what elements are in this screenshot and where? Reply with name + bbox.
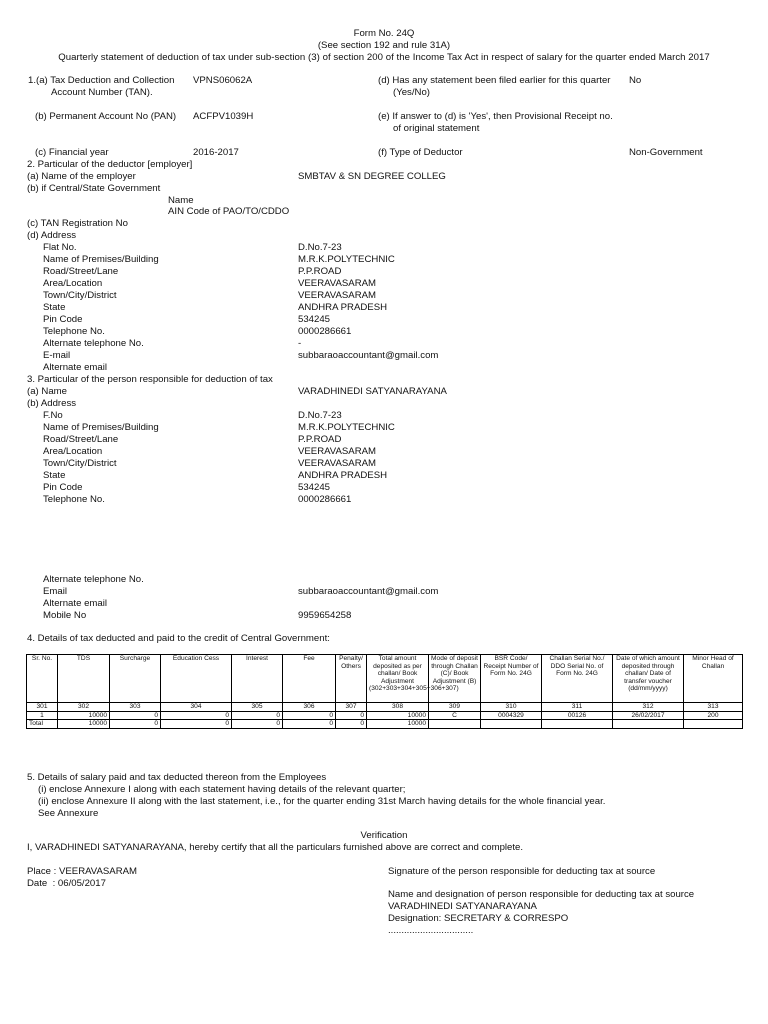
- signature-label: Signature of the person responsible for deducting tax at source: [388, 866, 656, 877]
- field-value: D.No.7-23: [298, 242, 342, 253]
- field-label: Alternate telephone No.: [43, 338, 144, 349]
- govt-label: (b) if Central/State Government: [27, 183, 161, 194]
- ain-code-label: AIN Code of PAO/TO/CDDO: [168, 206, 290, 217]
- field-value: -: [298, 338, 302, 349]
- verification-title: Verification: [360, 830, 408, 841]
- field-label: Area/Location: [43, 446, 103, 457]
- column-number: 302: [58, 703, 110, 712]
- column-number: 309: [429, 703, 481, 712]
- field-value: 0000286661: [298, 326, 352, 337]
- column-number: 307: [336, 703, 367, 712]
- column-header: Fee: [283, 655, 336, 703]
- column-header: Mode of deposit through Challan (C)/ Book Adjustment (B): [429, 655, 481, 703]
- table-cell: 0: [336, 711, 367, 720]
- table-header-row: [27, 655, 743, 703]
- column-header: Interest: [232, 655, 283, 703]
- field-value: 9959654258: [298, 610, 352, 621]
- place: Place : VEERAVASARAM: [27, 866, 138, 877]
- table-cell: [481, 720, 542, 729]
- table-cell: 0: [283, 711, 336, 720]
- column-number-row: [27, 703, 743, 712]
- column-number: 301: [27, 703, 58, 712]
- date: Date : 06/05/2017: [27, 878, 106, 889]
- table-cell: 0004329: [481, 711, 542, 720]
- field-label: Alternate email: [43, 598, 107, 609]
- field-value: VEERAVASARAM: [298, 446, 377, 457]
- field-label: Mobile No: [43, 610, 87, 621]
- field-label: Email: [43, 586, 67, 597]
- field-label: Road/Street/Lane: [43, 266, 119, 277]
- field-value: M.R.K.POLYTECHNIC: [298, 422, 395, 433]
- deductor-heading: 2. Particular of the deductor [employer]: [27, 159, 193, 170]
- column-number: 308: [367, 703, 429, 712]
- column-header: Education Cess: [161, 655, 232, 703]
- responsible-address-label: (b) Address: [27, 398, 77, 409]
- field-label: State: [43, 470, 66, 481]
- table-cell: Total: [27, 720, 58, 729]
- salary-details-heading: 5. Details of salary paid and tax deducted thereon from the Employees: [27, 772, 327, 783]
- field-label: Alternate email: [43, 362, 107, 373]
- statement-title: Quarterly statement of deduction of tax under sub-section (3) of section 200 of the Income Tax Act in respect of salary for the quarter ended March 2017: [58, 52, 710, 63]
- tan-label: 1.(a) Tax Deduction and Collection: [28, 75, 175, 86]
- column-header: TDS: [58, 655, 110, 703]
- table-cell: 0: [161, 711, 232, 720]
- column-header: Total amount deposited as per challan/ Book Adjustment (302+303+304+305+306+307): [367, 655, 429, 703]
- field-value: 534245: [298, 314, 331, 325]
- table-cell: 0: [232, 711, 283, 720]
- verification-statement: I, VARADHINEDI SATYANARAYANA, hereby certify that all the particulars furnished above are correct and complete.: [27, 842, 524, 853]
- field-value: ANDHRA PRADESH: [298, 302, 388, 313]
- field-value: subbaraoaccountant@gmail.com: [298, 350, 439, 361]
- table-cell: C: [429, 711, 481, 720]
- field-value: VEERAVASARAM: [298, 278, 377, 289]
- field-label: Pin Code: [43, 482, 83, 493]
- field-value: D.No.7-23: [298, 410, 342, 421]
- table-cell: [542, 720, 613, 729]
- column-number: 312: [613, 703, 684, 712]
- table-cell: 0: [110, 720, 161, 729]
- employer-name-label: (a) Name of the employer: [27, 171, 136, 182]
- field-label: Name of Premises/Building: [43, 422, 159, 433]
- field-label: Name of Premises/Building: [43, 254, 159, 265]
- column-number: 304: [161, 703, 232, 712]
- table-cell: 0: [161, 720, 232, 729]
- fy-label: (c) Financial year: [35, 147, 109, 158]
- filed-earlier-value: No: [629, 75, 642, 86]
- filed-earlier-label-2: (Yes/No): [393, 87, 430, 98]
- field-value: ANDHRA PRADESH: [298, 470, 388, 481]
- column-header: Challan Serial No./ DDO Serial No. of Form No. 24G: [542, 655, 613, 703]
- responsible-person-name: VARADHINEDI SATYANARAYANA: [388, 901, 537, 912]
- column-header: Penalty/ Others: [336, 655, 367, 703]
- field-label: Telephone No.: [43, 326, 105, 337]
- responsible-name-label: (a) Name: [27, 386, 67, 397]
- table-row: [27, 711, 743, 720]
- field-value: VEERAVASARAM: [298, 458, 377, 469]
- column-number: 306: [283, 703, 336, 712]
- field-label: F.No: [43, 410, 63, 421]
- field-label: Town/City/District: [43, 458, 117, 469]
- receipt-label: (e) If answer to (d) is 'Yes', then Provisional Receipt no.: [378, 111, 613, 122]
- table-cell: 00126: [542, 711, 613, 720]
- column-header: Sr. No.: [27, 655, 58, 703]
- tax-deposit-table: [26, 654, 743, 729]
- column-number: 310: [481, 703, 542, 712]
- table-cell: 1: [27, 711, 58, 720]
- column-header: Surcharge: [110, 655, 161, 703]
- see-annexure: See Annexure: [38, 808, 99, 819]
- responsible-heading: 3. Particular of the person responsible for deduction of tax: [27, 374, 273, 385]
- form-rule: (See section 192 and rule 31A): [317, 40, 451, 51]
- table-cell: 10000: [58, 720, 110, 729]
- employer-name-value: SMBTAV & SN DEGREE COLLEG: [298, 171, 446, 182]
- tan-label-2: Account Number (TAN).: [51, 87, 153, 98]
- annexure-line-2: (ii) enclose Annexure II along with the last statement, i.e., for the quarter ending 31st March having details for the whole financial year.: [38, 796, 606, 807]
- column-number: 305: [232, 703, 283, 712]
- field-label: State: [43, 302, 66, 313]
- pan-value: ACFPV1039H: [193, 111, 254, 122]
- field-label: E-mail: [43, 350, 71, 361]
- table-cell: 0: [336, 720, 367, 729]
- field-label: Pin Code: [43, 314, 83, 325]
- table-cell: 10000: [58, 711, 110, 720]
- field-value: 0000286661: [298, 494, 352, 505]
- field-label: Town/City/District: [43, 290, 117, 301]
- column-header: Minor Head of Challan: [684, 655, 743, 703]
- tan-value: VPNS06062A: [193, 75, 253, 86]
- field-value: VEERAVASARAM: [298, 290, 377, 301]
- column-number: 313: [684, 703, 743, 712]
- field-value: P.P.ROAD: [298, 266, 342, 277]
- field-label: Flat No.: [43, 242, 77, 253]
- pan-label: (b) Permanent Account No (PAN): [35, 111, 177, 122]
- field-label: Area/Location: [43, 278, 103, 289]
- column-header: Date of which amount deposited through challan/ Date of transfer voucher (dd/mm/yyyy): [613, 655, 684, 703]
- fy-value: 2016-2017: [193, 147, 239, 158]
- table-cell: 0: [283, 720, 336, 729]
- table-cell: 10000: [367, 711, 429, 720]
- responsible-name-value: VARADHINEDI SATYANARAYANA: [298, 386, 447, 397]
- table-cell: 0: [232, 720, 283, 729]
- receipt-label-2: of original statement: [393, 123, 480, 134]
- tax-details-heading: 4. Details of tax deducted and paid to the credit of Central Government:: [27, 633, 330, 644]
- field-value: 534245: [298, 482, 331, 493]
- field-value: P.P.ROAD: [298, 434, 342, 445]
- table-cell: 26/02/2017: [613, 711, 684, 720]
- column-number: 311: [542, 703, 613, 712]
- tan-registration-label: (c) TAN Registration No: [27, 218, 128, 229]
- deductor-type-label: (f) Type of Deductor: [378, 147, 463, 158]
- table-cell: 10000: [367, 720, 429, 729]
- form-number: Form No. 24Q: [353, 28, 415, 39]
- filed-earlier-label: (d) Has any statement been filed earlier for this quarter: [378, 75, 611, 86]
- name-designation-label: Name and designation of person responsible for deducting tax at source: [388, 889, 695, 900]
- table-cell: [429, 720, 481, 729]
- column-header: BSR Code/ Receipt Number of Form No. 24G: [481, 655, 542, 703]
- table-cell: [613, 720, 684, 729]
- field-value: subbaraoaccountant@gmail.com: [298, 586, 439, 597]
- field-value: M.R.K.POLYTECHNIC: [298, 254, 395, 265]
- field-label: Road/Street/Lane: [43, 434, 119, 445]
- designation: Designation: SECRETARY & CORRESPO: [388, 913, 569, 924]
- table-cell: 200: [684, 711, 743, 720]
- table-cell: 0: [110, 711, 161, 720]
- deductor-type-value: Non-Government: [629, 147, 703, 158]
- table-cell: [684, 720, 743, 729]
- field-label: Telephone No.: [43, 494, 105, 505]
- signature-dots: ................................: [388, 925, 474, 936]
- field-label: Alternate telephone No.: [43, 574, 144, 585]
- table-total-row: [27, 720, 743, 729]
- govt-name-label: Name: [168, 195, 194, 206]
- deductor-address-label: (d) Address: [27, 230, 77, 241]
- column-number: 303: [110, 703, 161, 712]
- annexure-line-1: (i) enclose Annexure I along with each statement having details of the relevant quarter;: [38, 784, 406, 795]
